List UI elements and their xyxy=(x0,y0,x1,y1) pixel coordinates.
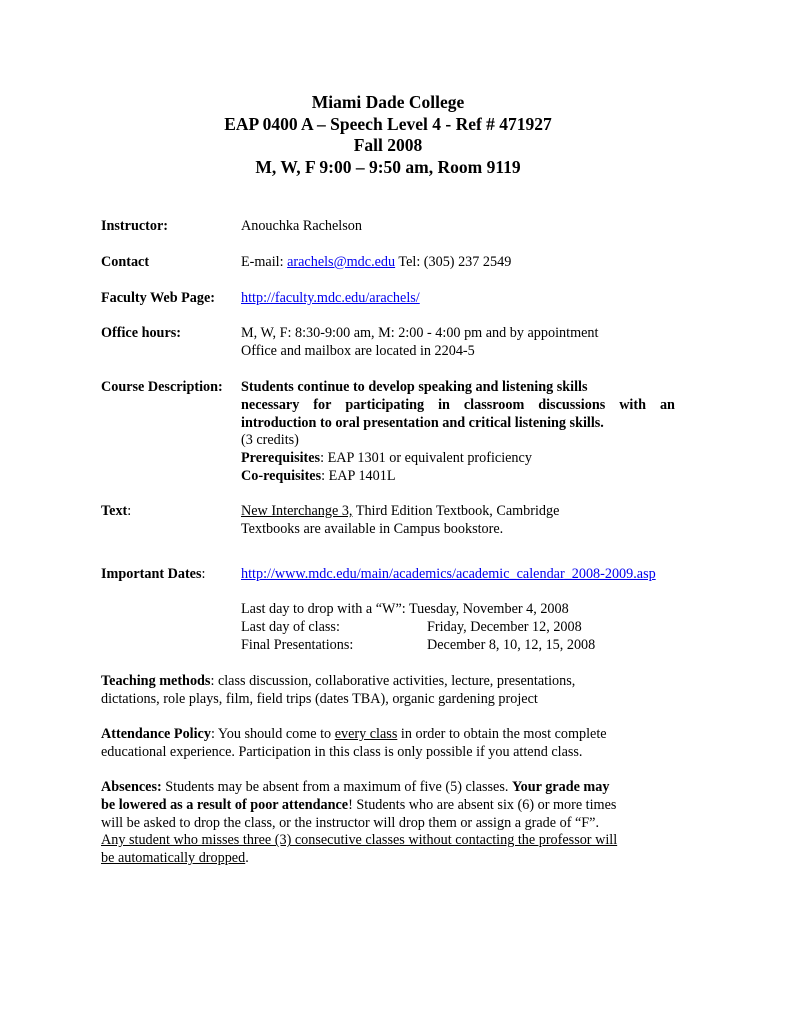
final-presentations-label: Final Presentations: xyxy=(241,637,354,653)
email-link[interactable]: arachels@mdc.edu xyxy=(287,254,396,270)
absences-label: Absences: xyxy=(101,779,162,795)
drop-date: Last day to drop with a “W”: Tuesday, November 4, 2008 xyxy=(241,601,569,617)
office-hours-label: Office hours: xyxy=(101,325,181,341)
office-hours-times: M, W, F: 8:30-9:00 am, M: 2:00 - 4:00 pm and by appointment xyxy=(241,325,599,341)
description-line: introduction to oral presentation and critical listening skills. xyxy=(241,414,604,431)
teaching-methods: Teaching methods: class discussion, collaborative activities, lecture, presentations, dictations, role plays, film, field trips (dates TBA), organic gardening project xyxy=(101,673,576,707)
office-location: Office and mailbox are located in 2204-5 xyxy=(241,342,475,359)
email-prefix: E-mail: xyxy=(241,254,288,270)
contact-info xyxy=(241,254,511,272)
teaching-methods-label: Teaching methods xyxy=(101,673,211,689)
college-name: Miami Dade College xyxy=(311,92,465,112)
instructor-name: Anouchka Rachelson xyxy=(241,218,362,234)
prerequisites: Prerequisites: EAP 1301 or equivalent proficiency xyxy=(241,450,532,467)
book-title: New Interchange 3, xyxy=(241,503,353,519)
corequisites: Co-requisites: EAP 1401L xyxy=(241,467,396,484)
last-class-date: Friday, December 12, 2008 xyxy=(427,619,582,635)
coreq-label: Co-requisites xyxy=(241,467,322,484)
contact-label: Contact xyxy=(101,254,150,270)
web-page-label: Faculty Web Page: xyxy=(101,290,216,306)
textbook: New Interchange 3, Third Edition Textbook, Cambridge Textbooks are available in Campus bookstore. xyxy=(241,503,560,537)
term: Fall 2008 xyxy=(353,135,423,155)
course-title: EAP 0400 A – Speech Level 4 - Ref # 471927 xyxy=(224,113,552,134)
important-dates-label: Important Dates: xyxy=(101,566,206,582)
instructor-label: Instructor: xyxy=(101,218,168,234)
attendance-policy: Attendance Policy: You should come to every class in order to obtain the most complete educational experience. Participation in this class is only possible if you attend class. xyxy=(101,726,607,760)
drop-warning: Any student who misses three (3) consecutive classes without contacting the professor will xyxy=(101,832,618,849)
absences-policy: Absences: Students may be absent from a maximum of five (5) classes. Your grade may be lowered as a result of poor attendance! Students who are absent six (6) or more times will be asked to drop the class, or the instructor will drop them or assign a grade of “F”. Any student who misses three (3) consecutive classes without contacting the professor will be automatically dropped. xyxy=(101,779,666,868)
telephone: Tel: (305) 237 2549 xyxy=(395,254,512,270)
course-header xyxy=(0,92,776,178)
prereq-label: Prerequisites xyxy=(241,450,321,467)
course-description xyxy=(241,379,675,486)
faculty-web-link[interactable]: http://faculty.mdc.edu/arachels/ xyxy=(241,290,420,306)
office-hours xyxy=(241,325,598,361)
last-class-label: Last day of class: xyxy=(241,619,340,635)
description-line: Students continue to develop speaking and listening skills xyxy=(241,379,588,395)
schedule: M, W, F 9:00 – 9:50 am, Room 9119 xyxy=(255,156,521,177)
course-description-label: Course Description: xyxy=(101,379,223,395)
attendance-label: Attendance Policy xyxy=(101,726,211,742)
final-presentations-dates: December 8, 10, 12, 15, 2008 xyxy=(427,637,596,653)
bookstore-note: Textbooks are available in Campus bookstore. xyxy=(241,520,504,537)
academic-calendar-link[interactable]: http://www.mdc.edu/main/academics/academic_calendar_2008-2009.asp xyxy=(241,566,656,582)
credits: (3 credits) xyxy=(241,432,299,449)
description-line: necessary for participating in classroom discussions with an xyxy=(241,396,675,413)
text-label: Text: xyxy=(101,503,132,519)
